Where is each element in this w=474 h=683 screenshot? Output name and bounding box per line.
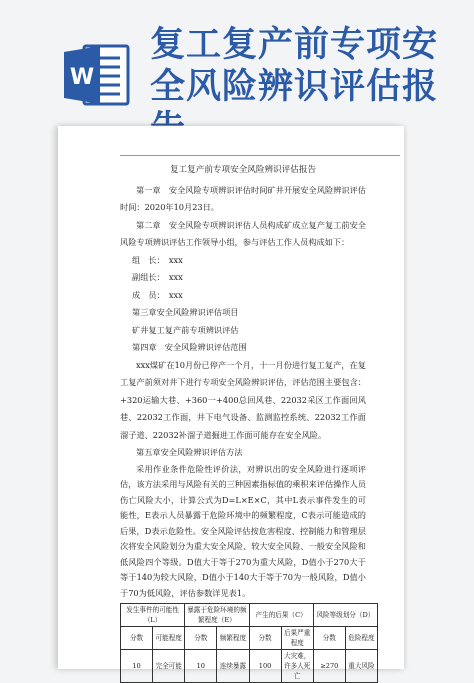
table-cell: 危险程度 — [345, 627, 377, 650]
chapter-3-item: 矿井复工复产前专项辨识评估 — [132, 324, 239, 335]
table-cell: 连续暴露 — [217, 650, 249, 683]
document-body — [120, 162, 375, 683]
table-cell: 分数 — [121, 627, 153, 650]
table-cell: 10 — [121, 650, 153, 683]
table-header-cell: 风险等级划分（D） — [313, 604, 377, 627]
table-cell: 100 — [249, 650, 281, 683]
chapter-4: 第四章 安全风险辨识评估范围 — [132, 342, 247, 352]
chapter-5: 第五章安全风险辨识评估方法 — [136, 447, 243, 457]
table-cell: 频繁程度 — [217, 627, 249, 650]
table-header-cell: 暴露于危险环境的频繁程度（E） — [185, 604, 249, 627]
table-cell: 分数 — [313, 627, 345, 650]
header-rule — [120, 155, 400, 156]
table-cell: 分数 — [185, 627, 217, 650]
team-member: 成 员： xxx — [132, 289, 183, 300]
scope-text: xxx煤矿在10月份已停产一个月，十一月份进行复工复产，在复工复产前须对井下进行专项安全风险辨识评估，评估范围主要包含：+320运输大巷、+360一+400总回风巷、22032采区工作面回风巷、22032工作面，井下电气设备、监测监控系统、22032工作面溜子道、22032补溜子道掘进工作面可能存在安全风险。 — [120, 359, 366, 440]
word-logo-letter: W — [69, 65, 95, 90]
table-row — [121, 650, 378, 683]
table-cell: 10 — [185, 650, 217, 683]
table-header-cell: 发生事件的可能性（L） — [121, 604, 185, 627]
document-page — [58, 126, 404, 680]
chapter-3: 第三章安全风险辨识评估项目 — [132, 307, 239, 317]
method-text: 采用作业条件危险性评价法，对辨识出的安全风险进行逐项评估，该方法采用与风险有关的三种因素指标值的乘积来评估操作人员伤亡风险大小，计算公式为D=L×E×C，其中L表示事件发生的可能性，E表示人员暴露于危险环境中的频繁程度，C表示可能造成的后果，D表示危险性。安全风险评估按危害程度、控制能力和管理层次将安全风险划分为重大安全风险、较大安全风险、一般安全风险和低风险四个等级。D值大于等于270为重大风险，D值小于270大于等于140为较大风险，D值小于140大于等于70为一般风险，D值小于70为低风险，评估参数详见表1。 — [120, 463, 366, 598]
risk-parameter-table — [120, 603, 378, 683]
table-cell: 分数 — [249, 627, 281, 650]
table-cell: 重大风险 — [345, 650, 377, 683]
chapter-1: 第一章 安全风险专项辨识评估时间矿井开展安全风险辨识评估时间：2020年10月23日。 — [120, 184, 366, 212]
table-cell: 后果严重程度 — [281, 627, 313, 650]
chapter-2: 第二章 安全风险专项辨识评估人员构成矿成立复产复工前安全风险专项辨识评估工作领导小组，参与评估工作人员构成如下： — [120, 219, 366, 247]
table-cell: ≥270 — [313, 650, 345, 683]
table-cell: 完全可能 — [153, 650, 185, 683]
team-vice-leader: 副组长： xxx — [132, 272, 183, 282]
table-header-row — [121, 604, 378, 627]
team-leader: 组 长： xxx — [132, 254, 183, 265]
banner-title: 复工复产前专项安 全风险辨识评估报 — [150, 25, 439, 107]
document-title: 复工复产前专项安全风险辨识评估报告 — [169, 165, 317, 175]
table-cell: 可能程度 — [153, 627, 185, 650]
header-banner — [0, 0, 474, 120]
table-cell: 大灾难，许多人死亡 — [281, 650, 313, 683]
word-document-icon — [62, 40, 132, 110]
table-header-cell: 产生的后果（C） — [249, 604, 313, 627]
table-subheader-row — [121, 627, 378, 650]
